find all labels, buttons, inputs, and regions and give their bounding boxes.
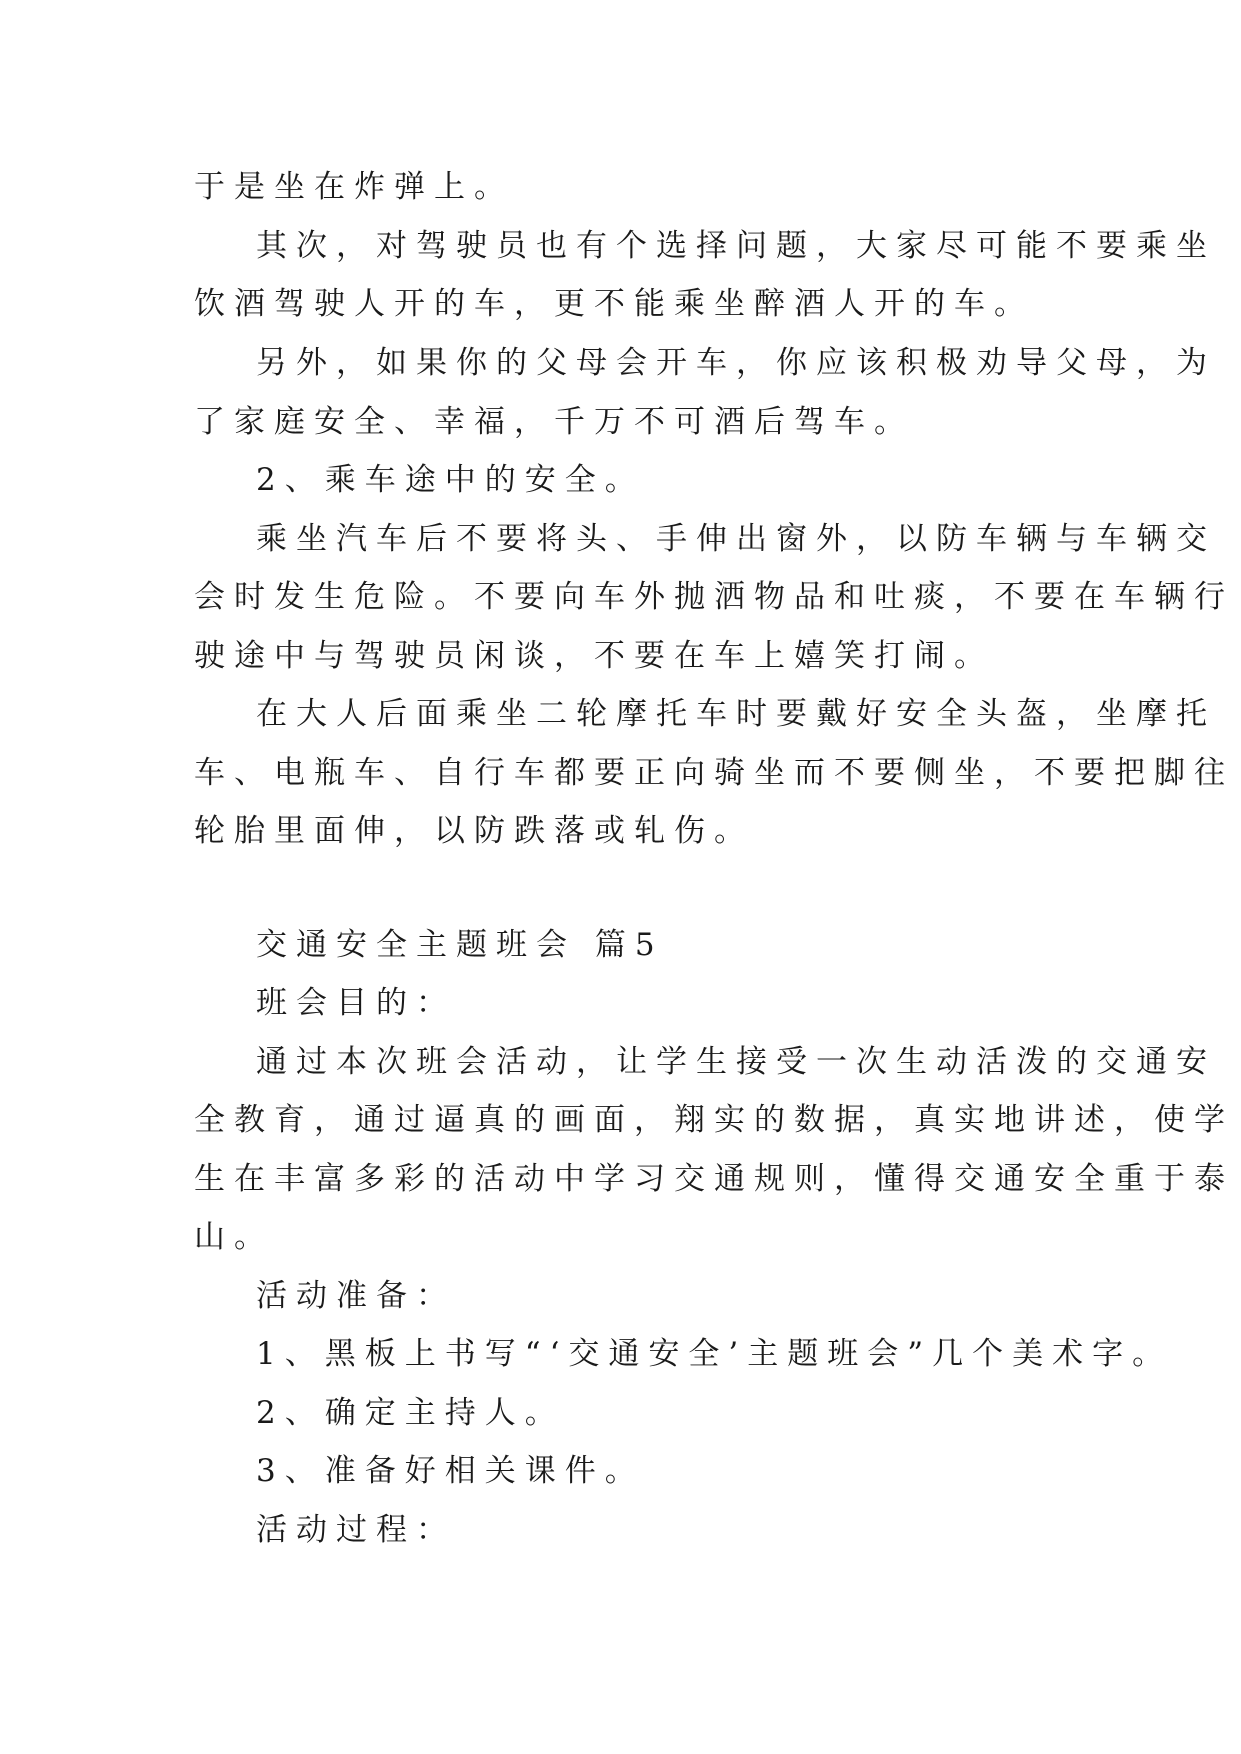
text-line: 饮酒驾驶人开的车，更不能乘坐醉酒人开的车。 bbox=[194, 286, 1034, 322]
text-line: 3、准备好相关课件。 bbox=[256, 1453, 645, 1489]
text-line: 生在丰富多彩的活动中学习交通规则，懂得交通安全重于泰 bbox=[194, 1161, 1234, 1197]
text-line: 驶途中与驾驶员闲谈，不要在车上嬉笑打闹。 bbox=[194, 638, 994, 674]
text-line: 1、黑板上书写“‘交通安全’主题班会”几个美术字。 bbox=[256, 1336, 1173, 1372]
text-line: 2、乘车途中的安全。 bbox=[256, 462, 645, 498]
text-line: 乘坐汽车后不要将头、手伸出窗外，以防车辆与车辆交 bbox=[256, 521, 1216, 557]
text-line: 班会目的： bbox=[256, 985, 456, 1021]
text-line: 活动过程： bbox=[256, 1512, 456, 1548]
text-line: 会时发生危险。不要向车外抛洒物品和吐痰，不要在车辆行 bbox=[194, 579, 1234, 615]
text-line: 另外，如果你的父母会开车，你应该积极劝导父母，为 bbox=[256, 345, 1216, 381]
text-line: 了家庭安全、幸福，千万不可酒后驾车。 bbox=[194, 404, 914, 440]
text-line: 轮胎里面伸，以防跌落或轧伤。 bbox=[194, 813, 754, 849]
text-line: 2、确定主持人。 bbox=[256, 1395, 565, 1431]
text-line: 活动准备： bbox=[256, 1278, 456, 1314]
text-line: 在大人后面乘坐二轮摩托车时要戴好安全头盔，坐摩托 bbox=[256, 696, 1216, 732]
text-line: 于是坐在炸弹上。 bbox=[194, 169, 514, 205]
text-line: 山。 bbox=[194, 1219, 274, 1255]
text-line: 全教育，通过逼真的画面，翔实的数据，真实地讲述，使学 bbox=[194, 1102, 1234, 1138]
text-line: 车、电瓶车、自行车都要正向骑坐而不要侧坐，不要把脚往 bbox=[194, 755, 1234, 791]
text-line: 其次，对驾驶员也有个选择问题，大家尽可能不要乘坐 bbox=[256, 228, 1216, 264]
section-heading: 交通安全主题班会 篇5 bbox=[256, 927, 664, 963]
text-line: 通过本次班会活动，让学生接受一次生动活泼的交通安 bbox=[256, 1044, 1216, 1080]
